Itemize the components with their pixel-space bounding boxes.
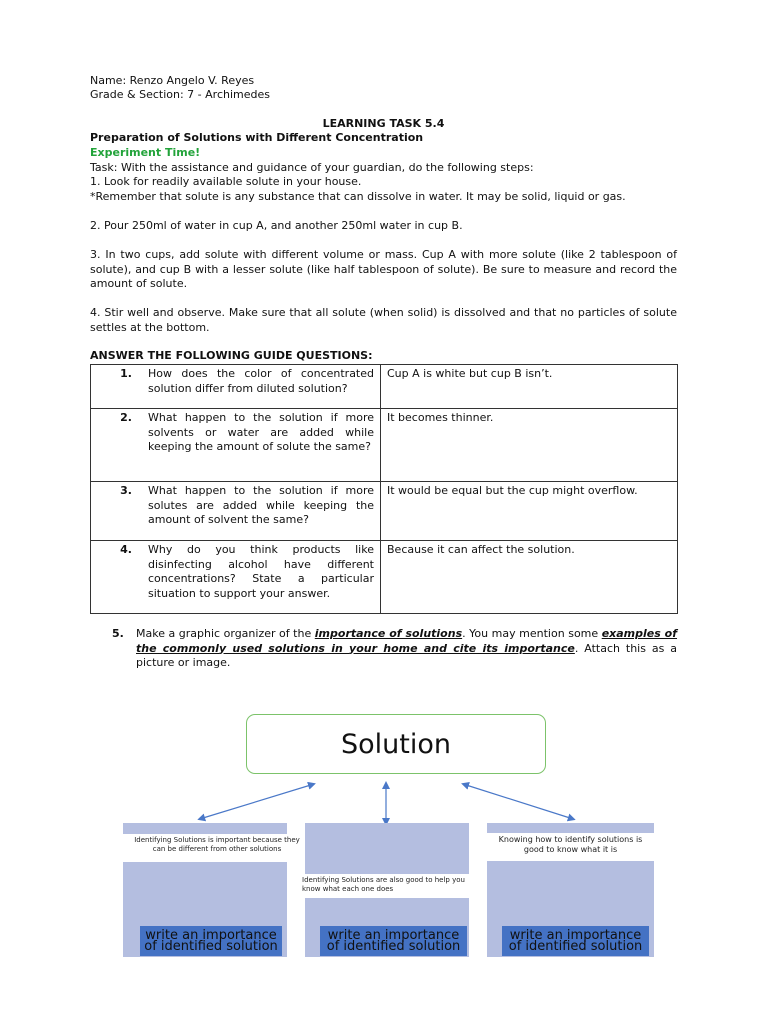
step-3: 3. In two cups, add solute with different volume or mass. Cup A with more solute (like 2 tablespoon of solute), and cup B with a lesser solute (like half tablespoon of solute). Be sure to measure and record the amount of solute.	[90, 248, 677, 290]
step-2: 2. Pour 250ml of water in cup A, and another 250ml water in cup B.	[90, 219, 463, 232]
step-1: 1. Look for readily available solute in your house.	[90, 175, 362, 188]
task-subtitle: Preparation of Solutions with Different Concentration	[90, 131, 424, 144]
experiment-heading: Experiment Time!	[90, 146, 201, 159]
importance-label-right: write an importance of identified solution	[502, 926, 649, 956]
question-text: What happen to the solution if more solvents or water are added while keeping the amount of solute the same?	[142, 409, 381, 482]
item-5-text: . You may mention some	[462, 627, 602, 640]
question-text: How does the color of concentrated solution differ from diluted solution?	[142, 365, 381, 409]
item-5-text: . Attach this as a picture or image.	[136, 641, 677, 669]
arrow-left	[203, 784, 314, 818]
answer-text: It becomes thinner.	[381, 409, 678, 482]
question-number: 4.	[91, 541, 143, 614]
step-1-note: *Remember that solute is any substance that can dissolve in water. It may be solid, liquid or gas.	[90, 190, 626, 203]
question-number: 2.	[91, 409, 143, 482]
guide-heading: ANSWER THE FOLLOWING GUIDE QUESTIONS:	[90, 349, 373, 362]
note-right: Knowing how to identify solutions is good to know what it is	[487, 833, 654, 861]
question-text: What happen to the solution if more solutes are added while keeping the amount of solvent the same?	[142, 482, 381, 541]
question-number: 1.	[91, 365, 143, 409]
solution-center-box: Solution	[246, 714, 546, 774]
item-5-emphasis: examples of the commonly used solutions in your home and cite its importance	[136, 627, 678, 655]
item-5-text: Make a graphic organizer of the	[136, 627, 315, 640]
note-middle: Identifying Solutions are also good to help you know what each one does	[296, 874, 478, 898]
step-4: 4. Stir well and observe. Make sure that all solute (when solid) is dissolved and that no particles of solute settles at the bottom.	[90, 306, 677, 334]
arrow-right	[463, 784, 570, 818]
item-5-number: 5.	[112, 627, 124, 640]
answer-text: Because it can affect the solution.	[381, 541, 678, 614]
question-number: 3.	[91, 482, 143, 541]
student-name: Name: Renzo Angelo V. Reyes	[90, 74, 255, 87]
importance-label-left: write an importance of identified solution	[140, 926, 282, 956]
answer-text: It would be equal but the cup might overflow.	[381, 482, 678, 541]
task-title: LEARNING TASK 5.4	[322, 117, 445, 130]
importance-label-middle: write an importance of identified solution	[320, 926, 467, 956]
note-left: Identifying Solutions is important because they can be different from other solutions	[123, 834, 311, 862]
item-5-emphasis: importance of solutions	[314, 627, 463, 640]
answer-text: Cup A is white but cup B isn’t.	[381, 365, 678, 409]
question-text: Why do you think products like disinfecting alcohol have different concentrations? State a particular situation to support your answer.	[142, 541, 381, 614]
grade-section: Grade & Section: 7 - Archimedes	[90, 88, 270, 101]
task-intro: Task: With the assistance and guidance of your guardian, do the following steps:	[90, 161, 534, 174]
